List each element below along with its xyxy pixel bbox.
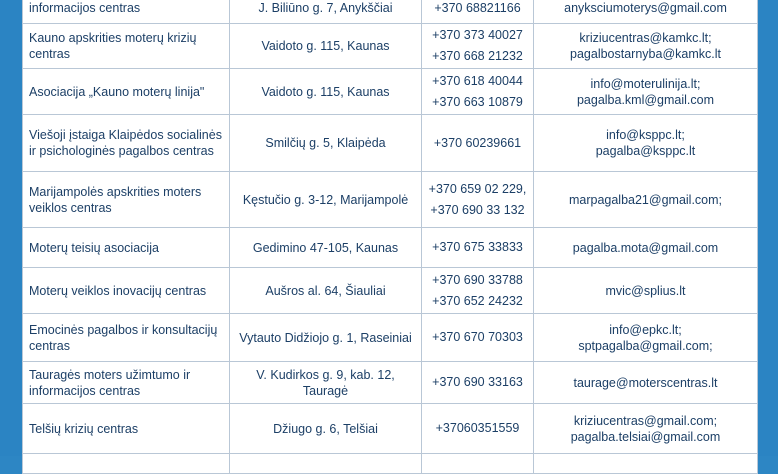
org-name: informacijos centras — [23, 0, 230, 24]
org-address: Vaidoto g. 115, Kaunas — [230, 24, 422, 69]
table-row — [23, 0, 758, 24]
org-email — [534, 268, 758, 314]
email-address[interactable]: info@epkc.lt; — [609, 322, 682, 337]
org-address: Aušros al. 64, Šiauliai — [230, 268, 422, 314]
org-phone — [422, 228, 534, 268]
table-row — [23, 172, 758, 228]
org-phone — [422, 314, 534, 362]
phone-number[interactable]: +370 659 02 229, — [428, 181, 527, 196]
org-phone — [422, 24, 534, 69]
email-address[interactable]: pagalba.mota@gmail.com — [572, 240, 719, 255]
org-email — [534, 24, 758, 69]
phone-number[interactable]: +370 670 70303 — [432, 330, 523, 344]
email-address[interactable]: sptpagalba@gmail.com; — [578, 338, 713, 353]
phone-number[interactable]: +370 690 33 132 — [430, 202, 525, 217]
email-address[interactable]: pagalba.kml@gmail.com — [576, 92, 715, 107]
phone-number[interactable]: +370 652 24232 — [432, 293, 523, 308]
org-address: Vytauto Didžiojo g. 1, Raseiniai — [230, 314, 422, 362]
phone-number[interactable]: +370 68821166 — [434, 0, 521, 15]
email-address[interactable]: kriziucentras@gmail.com; — [573, 413, 718, 428]
org-email — [534, 172, 758, 228]
phone-number[interactable]: +370 618 40044 — [432, 73, 523, 88]
empty-cell — [422, 454, 534, 474]
email-address[interactable]: info@ksppc.lt; — [606, 128, 685, 142]
org-address: V. Kudirkos g. 9, kab. 12, Tauragė — [230, 362, 422, 404]
org-address: Gedimino 47-105, Kaunas — [230, 228, 422, 268]
org-email — [534, 115, 758, 172]
phone-number[interactable]: +370 663 10879 — [432, 94, 523, 109]
org-name: Viešoji įstaiga Klaipėdos socialinės ir psichologinės pagalbos centras — [23, 115, 230, 172]
empty-cell — [23, 454, 230, 474]
org-email — [534, 314, 758, 362]
org-address: Džiugo g. 6, Telšiai — [230, 404, 422, 454]
table-row — [23, 268, 758, 314]
phone-number[interactable]: +370 675 33833 — [432, 240, 523, 254]
phone-number[interactable]: +37060351559 — [435, 421, 520, 435]
table-row — [23, 228, 758, 268]
org-email — [534, 404, 758, 454]
org-name: Marijampolės apskrities moters veiklos centras — [23, 172, 230, 228]
org-name: Emocinės pagalbos ir konsultacijų centras — [23, 314, 230, 362]
email-address[interactable]: pagalbostarnyba@kamkc.lt — [570, 47, 721, 61]
org-name: Asociacija „Kauno moterų linija" — [23, 69, 230, 115]
org-email — [534, 362, 758, 404]
org-phone — [422, 268, 534, 314]
table-row — [23, 24, 758, 69]
org-phone — [422, 172, 534, 228]
org-name: Kauno apskrities moterų krizių centras — [23, 24, 230, 69]
table-row — [23, 362, 758, 404]
org-address: Smilčių g. 5, Klaipėda — [230, 115, 422, 172]
page-background-right — [757, 0, 778, 456]
table-row — [23, 404, 758, 454]
empty-cell — [534, 454, 758, 474]
org-phone — [422, 362, 534, 404]
organizations-table — [22, 0, 758, 474]
org-name: Moterų teisių asociacija — [23, 228, 230, 268]
org-name: Moterų veiklos inovacijų centras — [23, 268, 230, 314]
org-name: Tauragės moters užimtumo ir informacijos centras — [23, 362, 230, 404]
org-email — [534, 228, 758, 268]
phone-number[interactable]: +370 373 40027 — [432, 28, 523, 42]
org-address: Kęstučio g. 3-12, Marijampolė — [230, 172, 422, 228]
org-email — [534, 69, 758, 115]
empty-cell — [230, 454, 422, 474]
org-phone — [422, 115, 534, 172]
table-row — [23, 69, 758, 115]
phone-number[interactable]: +370 668 21232 — [432, 49, 523, 63]
email-address[interactable]: pagalba@ksppc.lt — [595, 144, 696, 158]
org-phone — [422, 0, 534, 24]
org-address: J. Biliūno g. 7, Anykščiai — [230, 0, 422, 24]
org-phone — [422, 404, 534, 454]
org-name: Telšių krizių centras — [23, 404, 230, 454]
email-address[interactable]: info@moterulinija.lt; — [590, 76, 701, 91]
phone-number[interactable]: +370 60239661 — [433, 135, 522, 150]
email-address[interactable]: taurage@moterscentras.lt — [573, 375, 718, 390]
email-address[interactable]: kriziucentras@kamkc.lt; — [579, 31, 712, 45]
table-row — [23, 314, 758, 362]
email-address[interactable]: pagalba.telsiai@gmail.com — [570, 429, 721, 444]
org-phone — [422, 69, 534, 115]
table-row — [23, 115, 758, 172]
email-address[interactable]: marpagalba21@gmail.com; — [568, 192, 723, 207]
phone-number[interactable]: +370 690 33163 — [432, 375, 523, 389]
email-address[interactable]: anyksciumoterys@gmail.com — [564, 1, 727, 15]
page-background-left — [0, 0, 22, 456]
phone-number[interactable]: +370 690 33788 — [432, 272, 523, 287]
org-address: Vaidoto g. 115, Kaunas — [230, 69, 422, 115]
table-row — [23, 454, 758, 474]
email-address[interactable]: mvic@splius.lt — [605, 283, 686, 298]
org-email — [534, 0, 758, 24]
